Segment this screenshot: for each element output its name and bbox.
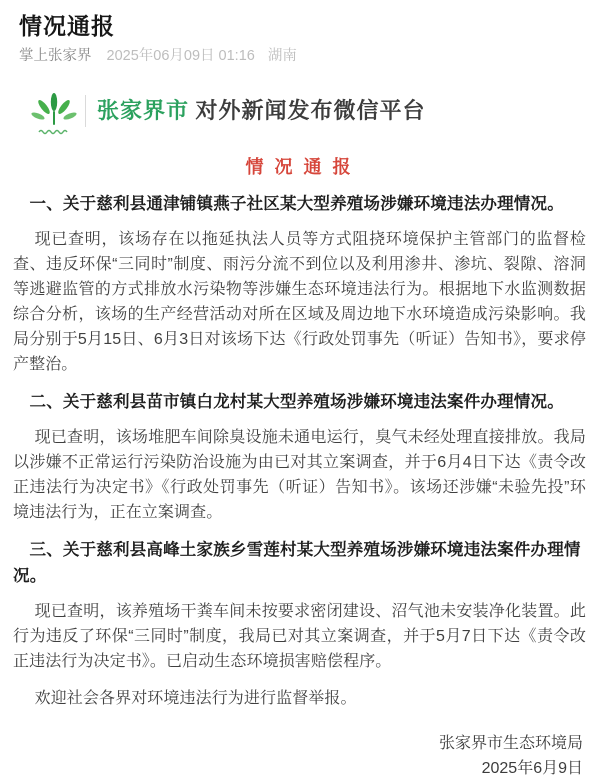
- notice-title: 情 况 通 报: [245, 157, 354, 177]
- closing-line: 欢迎社会各界对环境违法行为进行监督举报。: [34, 690, 357, 707]
- banner-brand-city: 张家界市: [97, 98, 190, 123]
- section-1-heading: 一、关于慈利县通津铺镇燕子社区某大型养殖场涉嫌环境违法办理情况。: [29, 195, 564, 213]
- platform-banner[interactable]: [31, 87, 586, 139]
- section-3-body: 现已查明，该养殖场干粪车间未按要求密闭建设、沼气池未安装净化装置。此行为违反了环保“三同时”制度，我局已对其立案调查，并于5月7日下达《责令改正违法行为决定书》。已启动生态环境损害赔偿程序。: [13, 603, 586, 670]
- section-2-body: 现已查明，该场堆肥车间除臭设施未通电运行，臭气未经处理直接排放。我局以涉嫌不正常运行污染防治设施为由已对其立案调查，并于6月4日下达《责令改正违法行为决定书》《行政处罚事先（听证）告知书》。该场还涉嫌“未验先投”环境违法行为，正在立案调查。: [13, 429, 586, 521]
- banner-divider: [85, 95, 86, 127]
- section-1-body: 现已查明，该场存在以拖延执法人员等方式阻挠环境保护主管部门的监督检查、违反环保“三同时”制度、雨污分流不到位以及利用渗井、渗坑、裂隙、溶洞等逃避监管的方式排放水污染物等涉嫌生态环境违法行为。根据地下水监测数据综合分析，该场的生产经营活动对所在区域及周边地下水环境造成污染影响。我局分别于5月15日、6月3日对该场下达《行政处罚事先（听证）告知书》，要求停产整治。: [13, 231, 586, 373]
- banner-brand-platform: 对外新闻发布微信平台: [195, 98, 426, 123]
- byline: [19, 47, 586, 65]
- section-1: [13, 191, 586, 377]
- section-3: [13, 537, 586, 674]
- signature-date: 2025年6月9日: [481, 760, 583, 777]
- publish-time: 2025年06月09日 01:16: [106, 48, 255, 64]
- signature: [13, 731, 586, 781]
- account-name[interactable]: 掌上张家界: [19, 48, 92, 64]
- section-2-heading: 二、关于慈利县苗市镇白龙村某大型养殖场涉嫌环境违法案件办理情况。: [29, 393, 564, 411]
- banner-title: [97, 96, 426, 126]
- region-label: 湖南: [267, 48, 297, 64]
- section-2: [13, 389, 586, 525]
- section-3-heading: 三、关于慈利县高峰土家族乡雪莲村某大型养殖场涉嫌环境违法案件办理情况。: [13, 541, 581, 585]
- page-title: 情况通报: [19, 13, 115, 39]
- signature-org: 张家界市生态环境局: [438, 735, 583, 752]
- sprout-leaves-icon: [31, 88, 77, 138]
- logo-caption-squiggle: [39, 131, 67, 134]
